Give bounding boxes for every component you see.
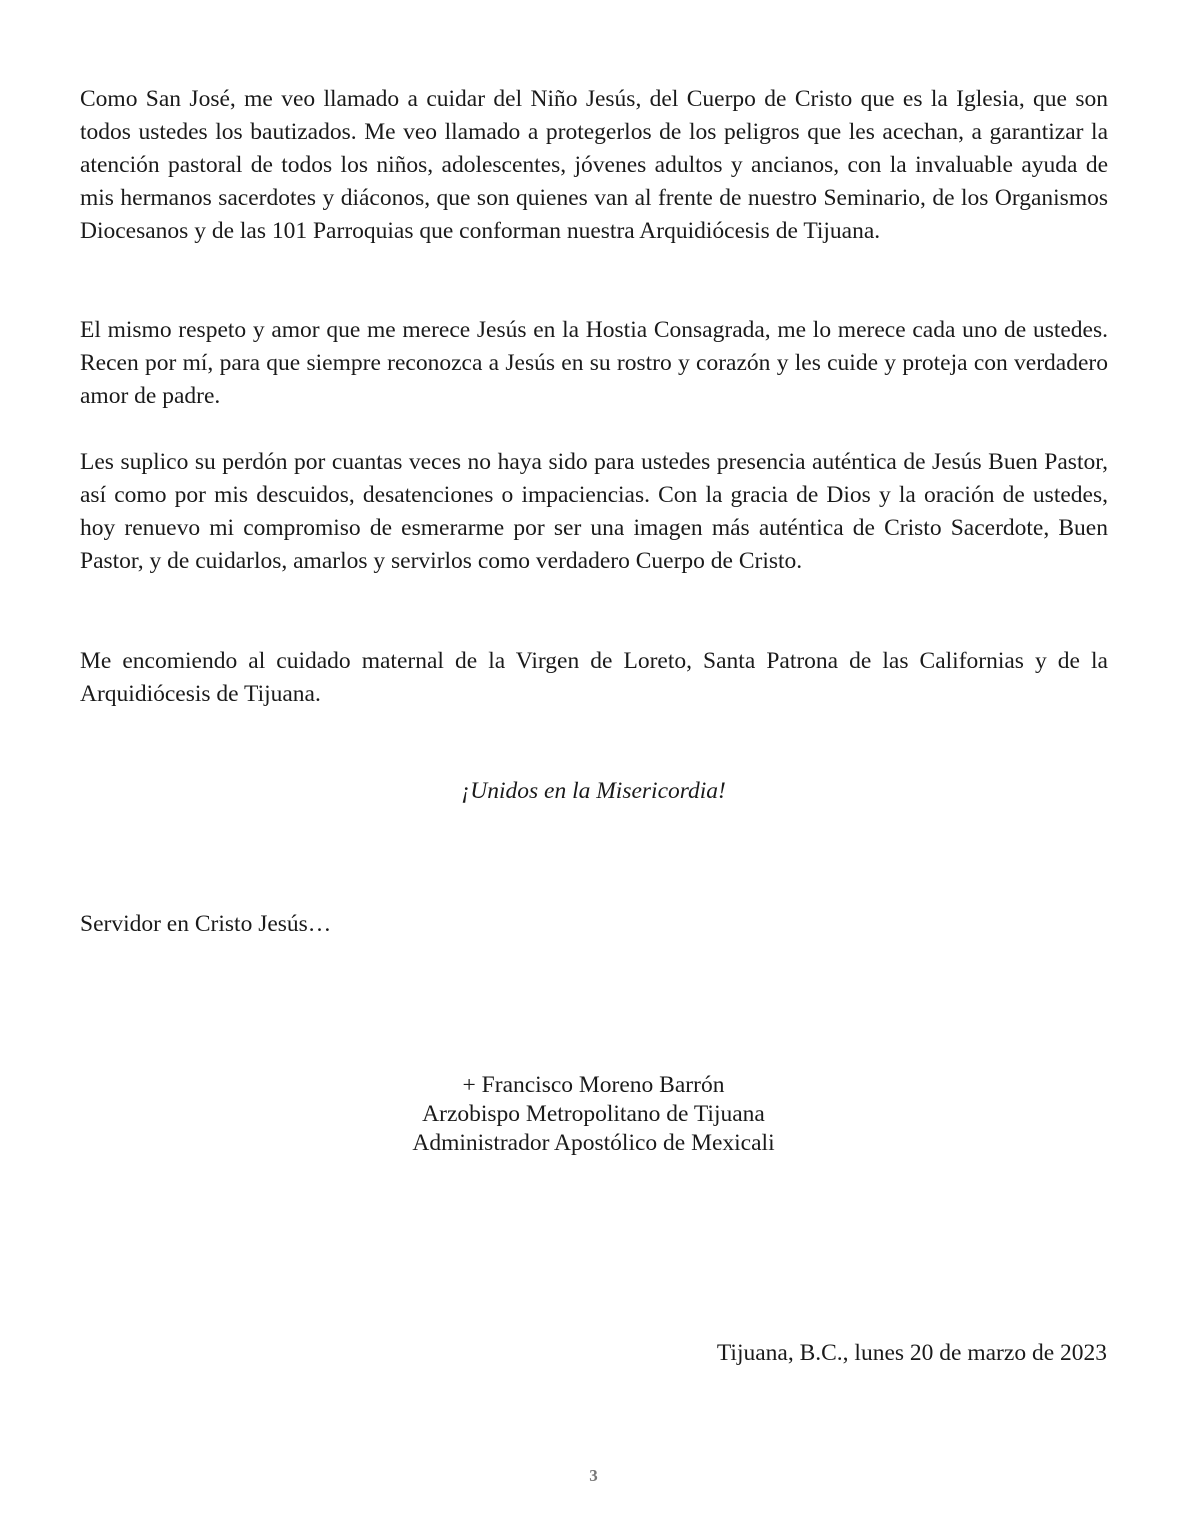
signer-title: Arzobispo Metropolitano de Tijuana [422, 1101, 765, 1127]
motto: ¡Unidos en la Misericordia! [461, 778, 726, 804]
paragraph-4: Me encomiendo al cuidado maternal de la Virgen de Loreto, Santa Patrona de las Californias y de la Arquidiócesis de Tijuana. [80, 648, 1108, 707]
paragraph-2: El mismo respeto y amor que me merece Jesús en la Hostia Consagrada, me lo merece cada uno de ustedes. Recen por mí, para que siempre reconozca a Jesús en su rostro y corazón y les cuide y proteja con verdadero amor de padre. [80, 317, 1108, 409]
paragraph-3: Les suplico su perdón por cuantas veces no haya sido para ustedes presencia auténtica de Jesús Buen Pastor, así como por mis descuidos, desatenciones o impaciencias. Con la gracia de Dios y la oración de ustedes, hoy renuevo mi compromiso de esmerarme por ser una imagen más auténtica de Cristo Sacerdote, Buen Pastor, y de cuidarlos, amarlos y servirlos como verdadero Cuerpo de Cristo. [80, 449, 1108, 574]
page-number: 3 [589, 1466, 598, 1485]
closing-salutation: Servidor en Cristo Jesús… [80, 911, 332, 937]
signer-name: + Francisco Moreno Barrón [462, 1072, 725, 1098]
paragraph-1: Como San José, me veo llamado a cuidar del Niño Jesús, del Cuerpo de Cristo que es la Iglesia, que son todos ustedes los bautizados. Me veo llamado a protegerlos de los peligros que les acechan, a garantizar la atención pastoral de todos los niños, adolescentes, jóvenes adultos y ancianos, con la invaluable ayuda de mis hermanos sacerdotes y diáconos, que son quienes van al frente de nuestro Seminario, de los Organismos Diocesanos y de las 101 Parroquias que conforman nuestra Arquidiócesis de Tijuana. [80, 86, 1108, 244]
place-and-date: Tijuana, B.C., lunes 20 de marzo de 2023 [716, 1340, 1107, 1366]
signature-block [0, 1071, 1187, 1158]
signer-title-secondary: Administrador Apostólico de Mexicali [412, 1130, 775, 1156]
